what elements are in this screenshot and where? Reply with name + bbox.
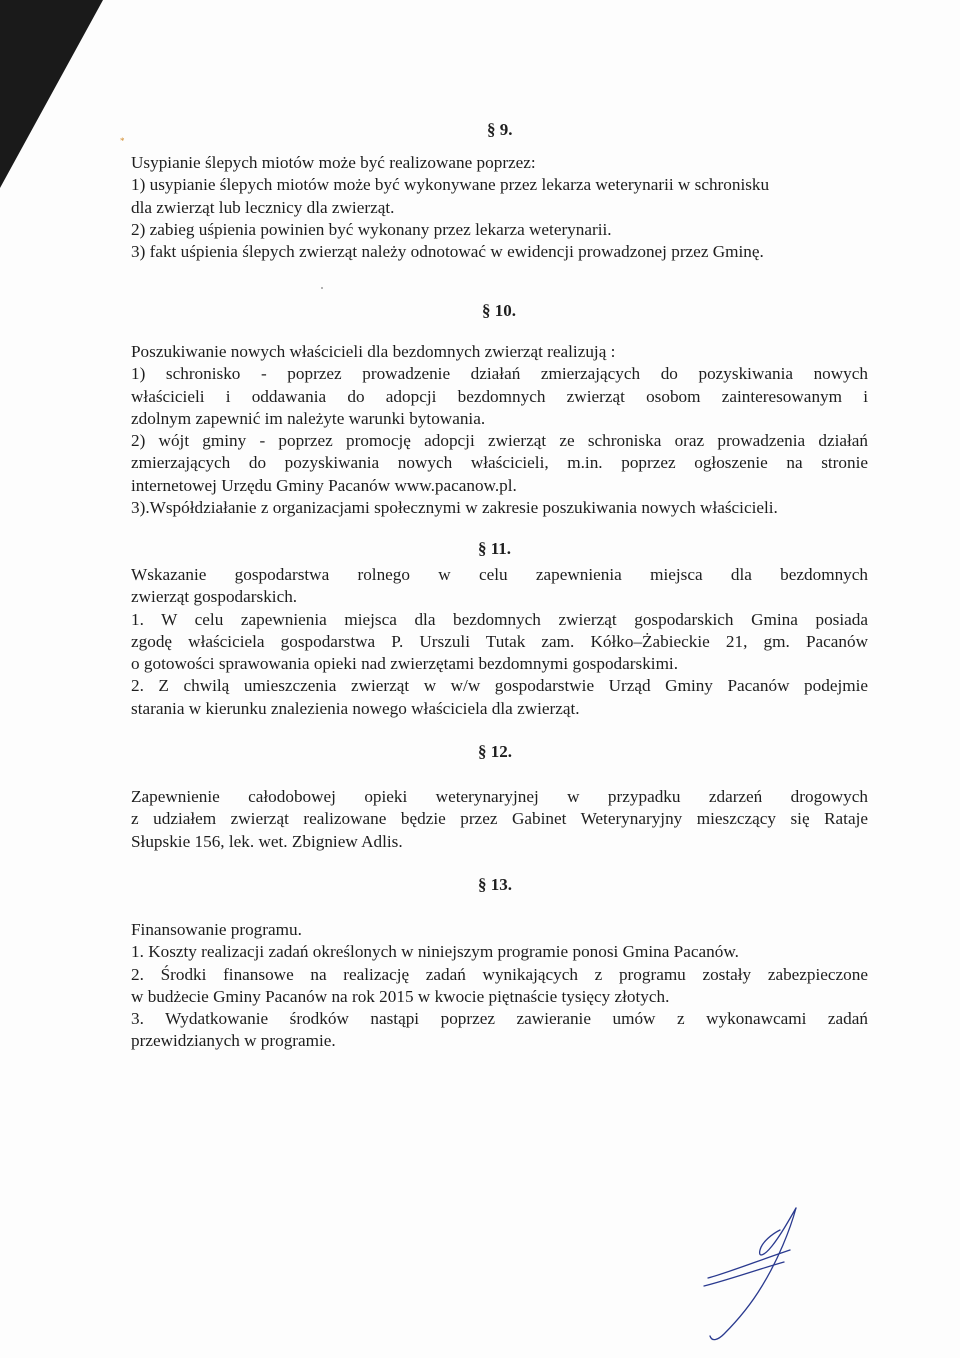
section-10-line: internetowej Urzędu Gminy Pacanów www.pacanow.pl.	[131, 475, 517, 495]
section-12-line: Słupskie 156, lek. wet. Zbigniew Adlis.	[131, 831, 403, 851]
section-9-line: Usypianie ślepych miotów może być realizowane poprzez:	[131, 153, 536, 172]
section-13-line: Finansowanie programu.	[131, 920, 302, 939]
section-10-line: właścicieli i oddawania do adopcji bezdomnych zwierząt osobom zainteresowanym i	[131, 386, 868, 406]
section-heading-9: § 9.	[487, 120, 513, 139]
section-9-body	[131, 152, 868, 263]
section-11-line: starania w kierunku znalezienia nowego właściciela dla zwierząt.	[131, 698, 580, 718]
section-10-line: zdolnym zapewnić im należyte warunki bytowania.	[131, 408, 486, 428]
handwritten-signature	[700, 1200, 810, 1345]
section-13-line: przewidzianych w programie.	[131, 1031, 336, 1051]
section-13-line: 3. Wydatkowanie środków nastąpi poprzez zawieranie umów z wykonawcami zadań	[131, 1009, 868, 1029]
section-11-line: 2. Z chwilą umieszczenia zwierząt w w/w gospodarstwie Urząd Gminy Pacanów podejmie	[131, 676, 868, 696]
section-9-line: 3) fakt uśpienia ślepych zwierząt należy odnotować w ewidencji prowadzonej przez Gminę.	[131, 242, 764, 262]
section-9-line: 1) usypianie ślepych miotów może być wykonywane przez lekarza weterynarii w schronisku	[131, 175, 770, 195]
section-heading-13: § 13.	[478, 875, 512, 894]
section-11-line: zwierząt gospodarskich.	[131, 587, 298, 607]
section-heading-11: § 11.	[478, 539, 512, 558]
section-11-line: zgodę właściciela gospodarstwa P. Urszuli Tutak zam. Kółko–Żabieckie 21, gm. Pacanów	[131, 631, 868, 651]
section-10-line: 3).Współdziałanie z organizacjami społecznymi w zakresie poszukiwania nowych właścicieli.	[131, 498, 778, 518]
section-13-line: w budżecie Gminy Pacanów na rok 2015 w kwocie piętnaście tysięcy złotych.	[131, 986, 670, 1006]
section-10-line: 2) wójt gminy - poprzez promocję adopcji zwierząt ze schroniska oraz prowadzenia działań	[131, 431, 868, 451]
section-12-body	[131, 786, 868, 853]
section-9-line: 2) zabieg uśpienia powinien być wykonany przez lekarza weterynarii.	[131, 219, 612, 239]
section-10-line: 1) schronisko - poprzez prowadzenie działań zmierzających do pozyskiwania nowych	[131, 364, 868, 384]
section-10-body	[131, 341, 868, 519]
section-11-line: o gotowości sprawowania opieki nad zwierzętami bezdomnymi gospodarskimi.	[131, 654, 679, 674]
section-11-line: Wskazanie gospodarstwa rolnego w celu zapewnienia miejsca dla bezdomnych	[131, 565, 868, 584]
section-10-line: Poszukiwanie nowych właścicieli dla bezdomnych zwierząt realizują :	[131, 342, 616, 361]
page-fold-edge	[0, 0, 110, 190]
section-11-line: 1. W celu zapewnienia miejsca dla bezdomnych zwierząt gospodarskich Gmina posiada	[131, 609, 868, 629]
stray-mark: *	[120, 136, 125, 146]
section-11-body	[131, 564, 868, 720]
section-12-line: z udziałem zwierząt realizowane będzie przez Gabinet Weterynaryjny mieszczący się Rataje	[131, 809, 868, 829]
section-13-line: 2. Środki finansowe na realizację zadań wynikających z programu zostały zabezpieczone	[131, 964, 868, 984]
section-13-line: 1. Koszty realizacji zadań określonych w niniejszym programie ponosi Gmina Pacanów.	[131, 942, 739, 962]
section-heading-12: § 12.	[478, 742, 512, 761]
section-10-line: zmierzających do pozyskiwania nowych właścicieli, m.in. poprzez ogłoszenie na stronie	[131, 453, 868, 473]
section-13-body	[131, 919, 868, 1053]
section-heading-10: § 10.	[482, 301, 516, 320]
section-12-line: Zapewnienie całodobowej opieki weterynaryjnej w przypadku zdarzeń drogowych	[131, 787, 868, 806]
stray-dot	[321, 287, 323, 289]
section-9-line: dla zwierząt lub lecznicy dla zwierząt.	[131, 197, 395, 217]
